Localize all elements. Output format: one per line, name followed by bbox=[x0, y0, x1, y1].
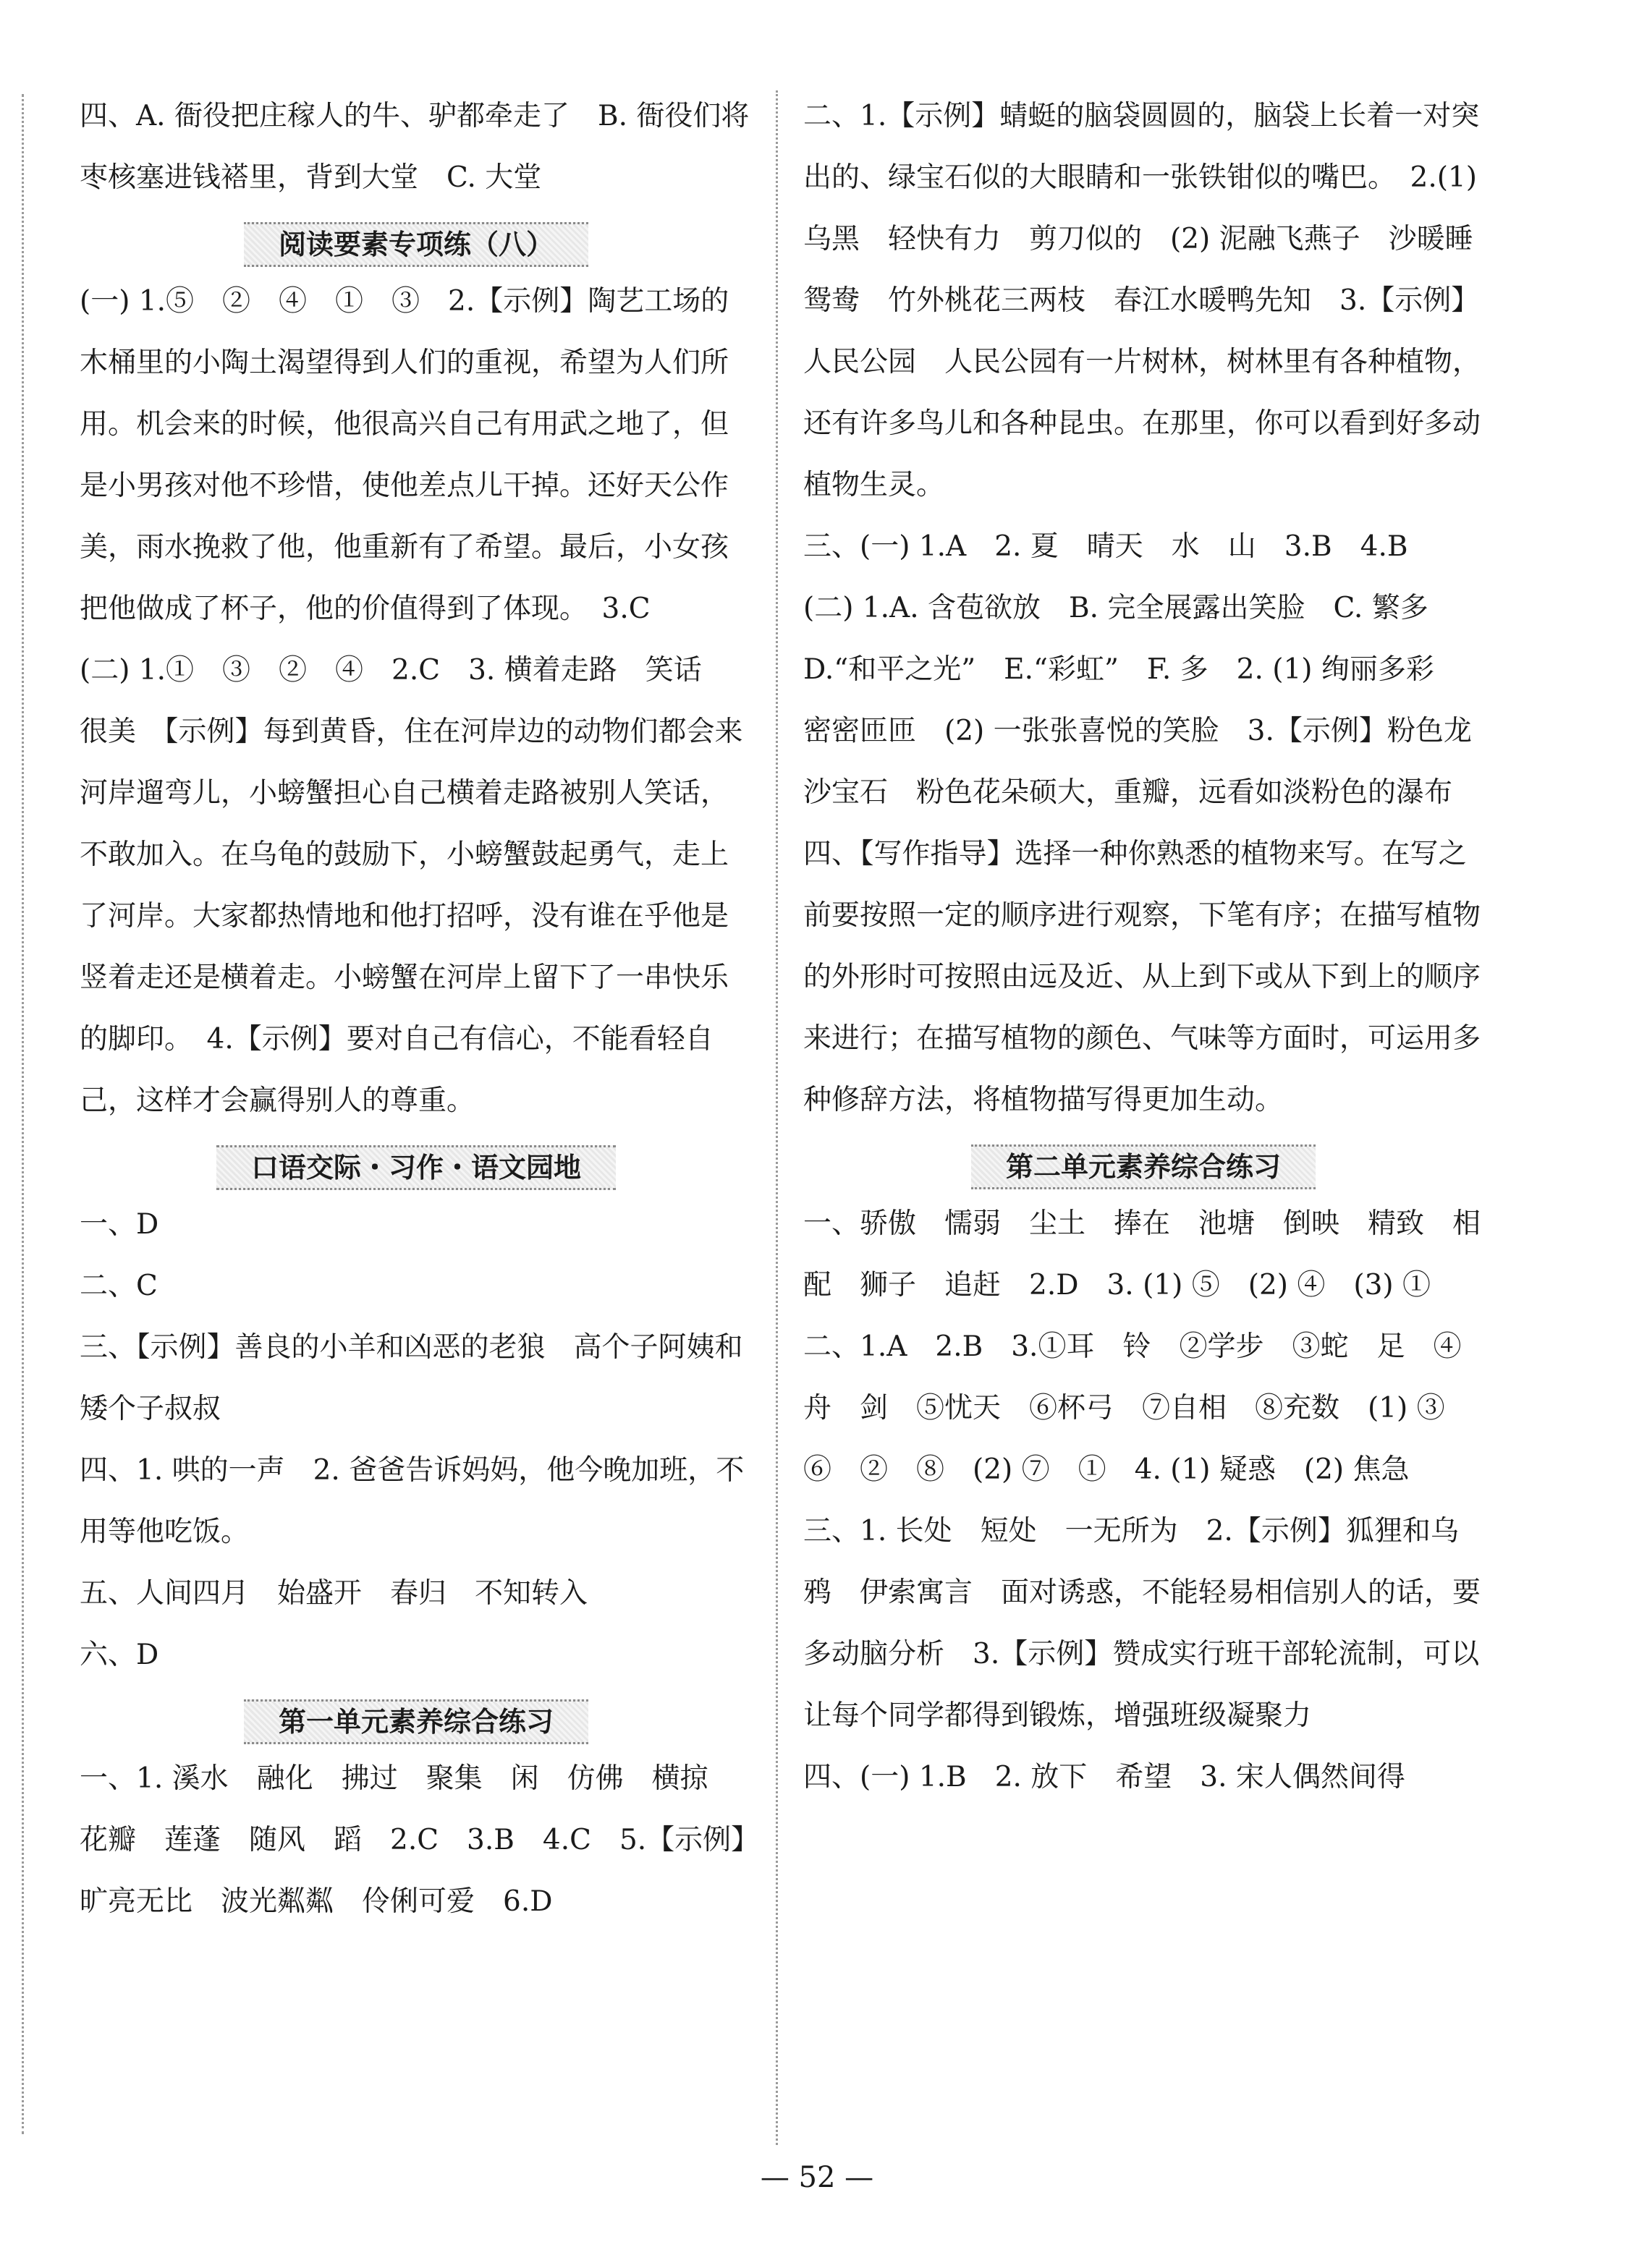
section-heading-reading-8: 阅读要素专项练（八） bbox=[80, 214, 753, 265]
right-para-7: 四、(一) 1.B 2. 放下 希望 3. 宋人偶然间得 bbox=[803, 1761, 1405, 1793]
left-para-7: 三、【示例】善良的小羊和凶恶的老狼 高个子阿姨和矮个子叔叔 bbox=[80, 1331, 743, 1425]
section-heading-unit-1: 第一单元素养综合练习 bbox=[80, 1691, 753, 1742]
left-para-6: 二、C bbox=[80, 1270, 158, 1302]
section-heading-oral-writing: 口语交际・习作・语文园地 bbox=[80, 1137, 753, 1188]
left-para-2: (一) 1.⑤ ② ④ ① ③ 2.【示例】陶艺工场的木桶里的小陶土渴望得到人们的重视，希望为人们所用。机会来的时候，他很高兴自己有用武之地了，但是小男孩对他不珍惜，使他差点儿干掉。还好天公作美，雨水挽救了他，他重新有了希望。最后，小女孩把他做成了杯子，他的价值得到了体现。 3.C bbox=[80, 285, 729, 625]
left-column bbox=[80, 85, 753, 1932]
left-margin-rule bbox=[22, 94, 24, 2134]
left-para-12: 一、1. 溪水 融化 拂过 聚集 闲 仿佛 横掠 花瓣 莲蓬 随风 蹈 2.C 3.B 4.C 5.【示例】旷亮无比 波光粼粼 伶俐可爱 6.D bbox=[80, 1762, 745, 1918]
column-divider bbox=[776, 90, 778, 2145]
section-heading-unit-2: 第二单元素养综合练习 bbox=[803, 1137, 1483, 1187]
right-para-1: 三、(一) 1.A 2. 夏 晴天 水 山 3.B 4.B (二) 1.A. 含苞欲放 B. 完全展露出笑脸 C. 繁多 D.“和平之光” E.“彩虹” F. 多 2. (1) 绚丽多彩 密密匝匝 (2) 一张张喜悦的笑脸 3.【示例】粉色龙沙宝石 粉色花朵硕大，重瓣，远看如淡粉色的瀑布 bbox=[803, 530, 1472, 809]
left-para-9: 五、人间四月 始盛开 春归 不知转入 bbox=[80, 1577, 588, 1610]
left-para-8: 四、1. 哄的一声 2. 爸爸告诉妈妈，他今晚加班，不用等他吃饭。 bbox=[80, 1454, 745, 1548]
right-para-5: 二、1.A 2.B 3.①耳 铃 ②学步 ③蛇 足 ④舟 剑 ⑤忧天 ⑥杯弓 ⑦自相 ⑧充数 (1) ③ ⑥ ② ⑧ (2) ⑦ ① 4. (1) 疑惑 (2) 焦急 bbox=[803, 1330, 1473, 1486]
right-para-4: 一、骄傲 懦弱 尘土 捧在 池塘 倒映 精致 相配 狮子 追赶 2.D 3. (1) ⑤ (2) ④ (3) ① bbox=[803, 1207, 1481, 1301]
right-para-0: 二、1.【示例】蜻蜓的脑袋圆圆的，脑袋上长着一对突出的、绿宝石似的大眼睛和一张铁钳似的嘴巴。 2.(1) 乌黑 轻快有力 剪刀似的 (2) 泥融飞燕子 沙暖睡鸳鸯 竹外桃花三两枝 春江水暖鸭先知 3.【示例】人民公园 人民公园有一片树林，树林里有各种植物，还有许多鸟儿和各种昆虫。在那里，你可以看到好多动植物生灵。 bbox=[803, 100, 1481, 501]
right-para-6: 三、1. 长处 短处 一无所为 2.【示例】狐狸和乌鸦 伊索寓言 面对诱惑，不能轻易相信别人的话，要多动脑分析 3.【示例】赞成实行班干部轮流制，可以让每个同学都得到锻炼，增强班级凝聚力 bbox=[803, 1515, 1481, 1732]
left-para-0: 四、A. 衙役把庄稼人的牛、驴都牵走了 B. 衙役们将枣核塞进钱褡里，背到大堂 C. 大堂 bbox=[80, 100, 750, 194]
page-number: — 52 — bbox=[760, 2161, 874, 2194]
right-para-2: 四、【写作指导】选择一种你熟悉的植物来写。在写之前要按照一定的顺序进行观察，下笔有序；在描写植物的外形时可按照由远及近、从上到下或从下到上的顺序来进行；在描写植物的颜色、气味等方面时，可运用多种修辞方法，将植物描写得更加生动。 bbox=[803, 838, 1481, 1116]
left-para-5: 一、D bbox=[80, 1208, 159, 1241]
left-para-3: (二) 1.① ③ ② ④ 2.C 3. 横着走路 笑话 很美 【示例】每到黄昏，住在河岸边的动物们都会来河岸遛弯儿，小螃蟹担心自己横着走路被别人笑话，不敢加入。在乌龟的鼓励下，小螃蟹鼓起勇气，走上了河岸。大家都热情地和他打招呼，没有谁在乎他是竖着走还是横着走。小螃蟹在河岸上留下了一串快乐的脚印。 4.【示例】要对自己有信心，不能看轻自己，这样才会赢得别人的尊重。 bbox=[80, 654, 743, 1117]
right-column bbox=[803, 85, 1483, 1808]
left-para-10: 六、D bbox=[80, 1639, 159, 1671]
